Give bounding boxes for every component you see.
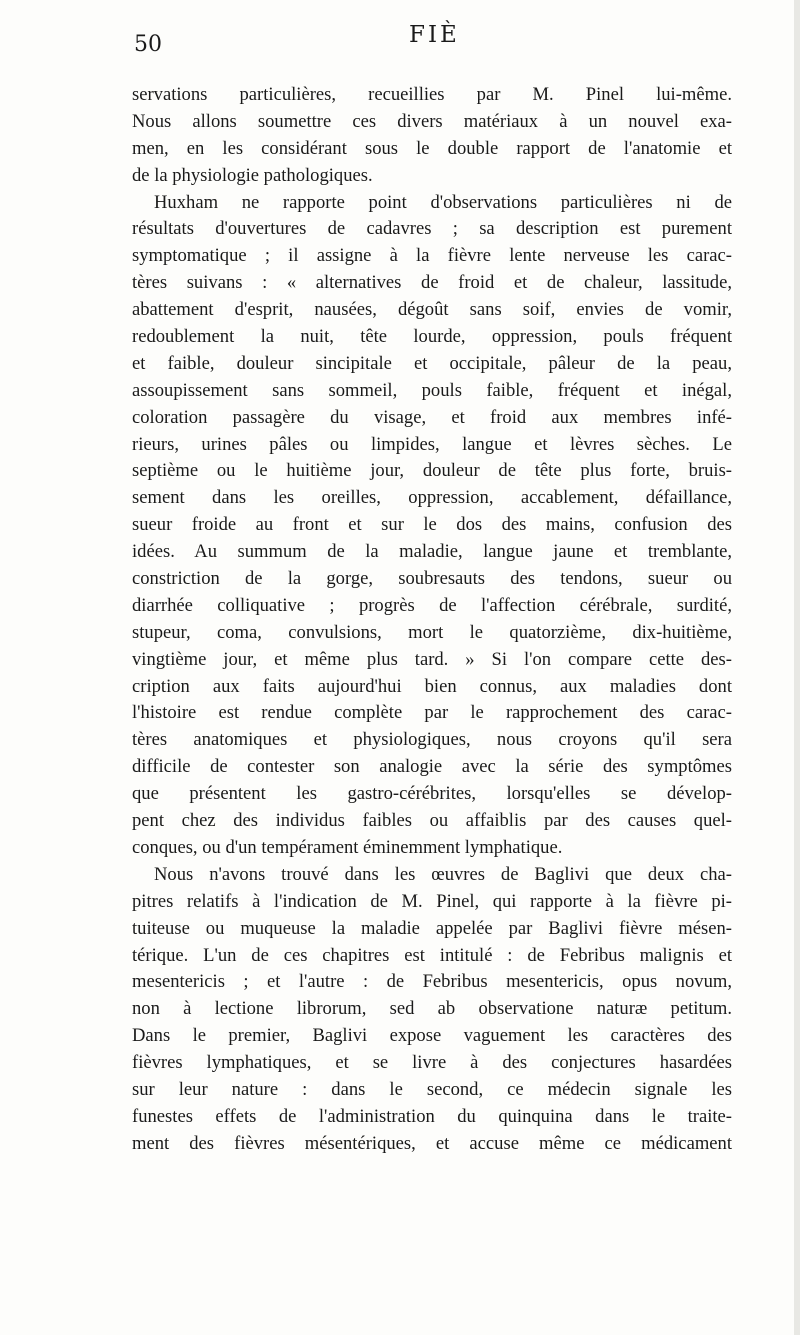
text-line: redoublement la nuit, tête lourde, oppression, pouls fréquent xyxy=(132,326,732,348)
body-text xyxy=(132,82,732,1158)
text-line: constriction de la gorge, soubresauts des tendons, sueur ou xyxy=(132,568,732,590)
text-line: assoupissement sans sommeil, pouls faible, fréquent et inégal, xyxy=(132,379,732,401)
text-line: vingtième jour, et même plus tard. » Si l'on compare cette des- xyxy=(132,648,732,670)
text-line: stupeur, coma, convulsions, mort le quatorzième, dix-huitième, xyxy=(132,621,732,643)
text-line: rieurs, urines pâles ou limpides, langue et lèvres sèches. Le xyxy=(132,433,732,455)
text-line: servations particulières, recueillies par M. Pinel lui-même. xyxy=(132,84,732,105)
text-line: tères anatomiques et physiologiques, nous croyons qu'il sera xyxy=(132,729,732,751)
text-line: coloration passagère du visage, et froid aux membres infé- xyxy=(132,406,732,428)
text-line: résultats d'ouvertures de cadavres ; sa description est purement xyxy=(132,218,732,240)
text-line: que présentent les gastro-cérébrites, lorsqu'elles se dévelop- xyxy=(132,783,732,805)
text-line: et faible, douleur sincipitale et occipitale, pâleur de la peau, xyxy=(132,352,732,374)
text-line: conques, ou d'un tempérament éminemment lymphatique. xyxy=(132,836,563,858)
text-line: Dans le premier, Baglivi expose vaguement les caractères des xyxy=(132,1025,732,1047)
page-edge xyxy=(794,0,800,1335)
text-line: tères suivans : « alternatives de froid et de chaleur, lassitude, xyxy=(132,272,732,294)
text-line: non à lectione librorum, sed ab observatione naturæ petitum. xyxy=(132,998,732,1020)
page-number: 50 xyxy=(134,32,162,57)
text-line: tuiteuse ou muqueuse la maladie appelée par Baglivi fièvre mésen- xyxy=(132,917,732,939)
text-line: Nous n'avons trouvé dans les œuvres de Baglivi que deux cha- xyxy=(154,863,732,885)
text-line: sur leur nature : dans le second, ce médecin signale les xyxy=(132,1078,732,1100)
text-line: ment des fièvres mésentériques, et accuse même ce médicament xyxy=(132,1132,732,1154)
text-line: cription aux faits aujourd'hui bien connus, aux maladies dont xyxy=(132,675,732,697)
text-line: men, en les considérant sous le double rapport de l'anatomie et xyxy=(132,137,732,159)
text-line: sueur froide au front et sur le dos des mains, confusion des xyxy=(132,514,732,536)
text-line: Nous allons soumettre ces divers matériaux à un nouvel exa- xyxy=(132,110,732,132)
text-line: Huxham ne rapporte point d'observations particulières ni de xyxy=(154,191,732,213)
text-line: idées. Au summum de la maladie, langue jaune et tremblante, xyxy=(132,541,732,563)
text-line: funestes effets de l'administration du quinquina dans le traite- xyxy=(132,1105,732,1127)
text-line: l'histoire est rendue complète par le rapprochement des carac- xyxy=(132,702,732,724)
text-line: symptomatique ; il assigne à la fièvre lente nerveuse les carac- xyxy=(132,245,732,267)
text-line: septième ou le huitième jour, douleur de tête plus forte, bruis- xyxy=(132,460,732,482)
text-line: de la physiologie pathologiques. xyxy=(132,164,373,186)
page-header xyxy=(134,18,730,58)
text-line: difficile de contester son analogie avec la série des symptômes xyxy=(132,756,732,778)
text-line: pitres relatifs à l'indication de M. Pinel, qui rapporte à la fièvre pi- xyxy=(132,890,732,912)
text-line: abattement d'esprit, nausées, dégoût sans soif, envies de vomir, xyxy=(132,299,732,321)
text-line: térique. L'un de ces chapitres est intitulé : de Febribus malignis et xyxy=(132,944,732,966)
text-line: fièvres lymphatiques, et se livre à des conjectures hasardées xyxy=(132,1052,732,1074)
running-head: FIÈ xyxy=(409,22,460,48)
text-line: sement dans les oreilles, oppression, accablement, défaillance, xyxy=(132,487,732,509)
text-line: diarrhée colliquative ; progrès de l'affection cérébrale, surdité, xyxy=(132,594,732,616)
text-line: pent chez des individus faibles ou affaiblis par des causes quel- xyxy=(132,810,732,832)
text-line: mesentericis ; et l'autre : de Febribus mesentericis, opus novum, xyxy=(132,971,732,993)
